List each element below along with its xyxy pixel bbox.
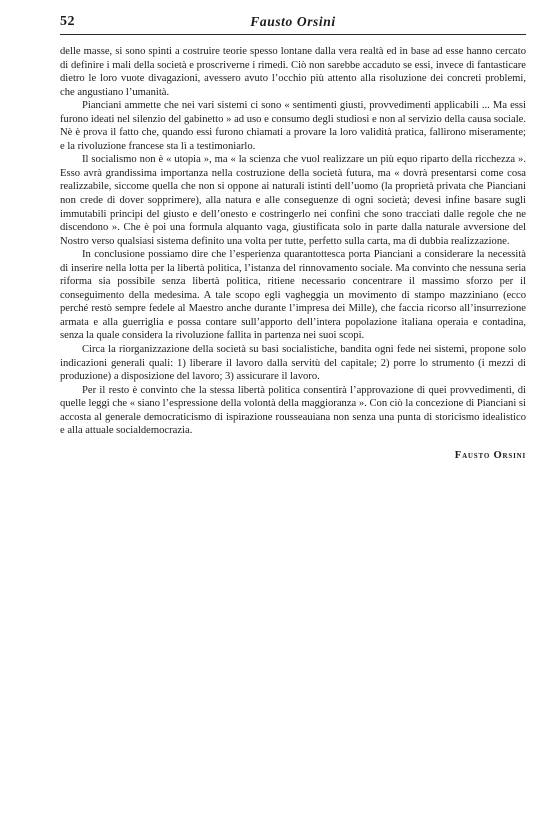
body-text xyxy=(60,45,526,438)
paragraph: Per il resto è convinto che la stessa libertà politica consentirà l’approvazione di quei provvedimenti, di quelle leggi che « siano l’espressione della volontà della maggioranza ». Con ciò la concezione di Pianciani si accosta al generale democraticismo di ispirazione rousseauiana non senza una punta di storicismo idealistico e alla attuale socialdemocrazia. xyxy=(60,384,526,437)
page-number: 52 xyxy=(60,14,75,29)
paragraph: In conclusione possiamo dire che l’esperienza quarantottesca porta Pianciani a considerare la necessità di inserire nella lotta per la libertà politica, l’istanza del rinnovamento sociale. Ma convinto che nessuna seria riforma sia possibile senza libertà politica, ritiene necessario concentrare il massimo sforzo per il conseguimento della medesima. A tale scopo egli vagheggia un movimento di stampo mazziniano (ecco perché restò sempre fedele al Maestro anche durante l’impresa dei Mille), che faccia ricorso all’insurrezione armata e alla guerriglia e possa contare sull’apporto dell’intera popolazione italiana operaia e contadina, senza la quale considera la rivoluzione fallita in partenza nei suoi scopi. xyxy=(60,249,526,342)
author-signature: Fausto Orsini xyxy=(454,449,526,461)
running-head: Fausto Orsini xyxy=(250,14,336,29)
document-page xyxy=(60,14,526,461)
paragraph: Pianciani ammette che nei vari sistemi ci sono « sentimenti giusti, provvedimenti applicabili ... Ma essi furono ideati nel silenzio del gabinetto » ad uso e consumo degli studiosi e non al servizio della causa sociale. Nè è prova il fatto che, quando essi furono chiamati a provare la loro validità pratica, fallirono miseramente; e la rivoluzione francese sta lì a testimoniarlo. xyxy=(60,100,526,152)
page-header xyxy=(60,14,526,35)
paragraph: Circa la riorganizzazione della società su basi socialistiche, bandita ogni fede nei sistemi, propone solo indicazioni generali quali: 1) liberare il lavoro dalla servitù del capitale; 2) porre lo strumento (i mezzi di produzione) a disposizione del lavoro; 3) assicurare il lavoro. xyxy=(60,344,526,383)
paragraph: delle masse, si sono spinti a costruire teorie spesso lontane dalla vera realtà ed in base ad esse hanno cercato di definire i mali della società e proscriverne i rimedi. Ciò non sarebbe accaduto se essi, invece di fantasticare dietro le loro vuote divagazioni, avessero avuto l’occhio più attento alla risoluzione dei concreti problemi, che angustiano l’umanità. xyxy=(60,46,526,98)
paragraph: Il socialismo non è « utopia », ma « la scienza che vuol realizzare un più equo riparto della ricchezza ». Esso avrà grandissima importanza nella costruzione della società futura, ma « dovrà presentarsi come cosa realizzabile, siccome quella che non si oppone ai naturali istinti dell’uomo (la proprietà privata che Pianciani non crede di dover sopprimere), alla natura e alle conseguenze di ogni società; devesi infine basare sugli immutabili principi del giusto e dell’onesto e costringerlo nei confini che sono tracciati dalle regole che ne discendono ». Che è poi una formula alquanto vaga, giustificata solo in parte dalla naturale avversione del Nostro verso qualsiasi sistema definito una volta per tutte, perfetto sulla carta, ma di dubbia realizzazione. xyxy=(60,154,526,247)
